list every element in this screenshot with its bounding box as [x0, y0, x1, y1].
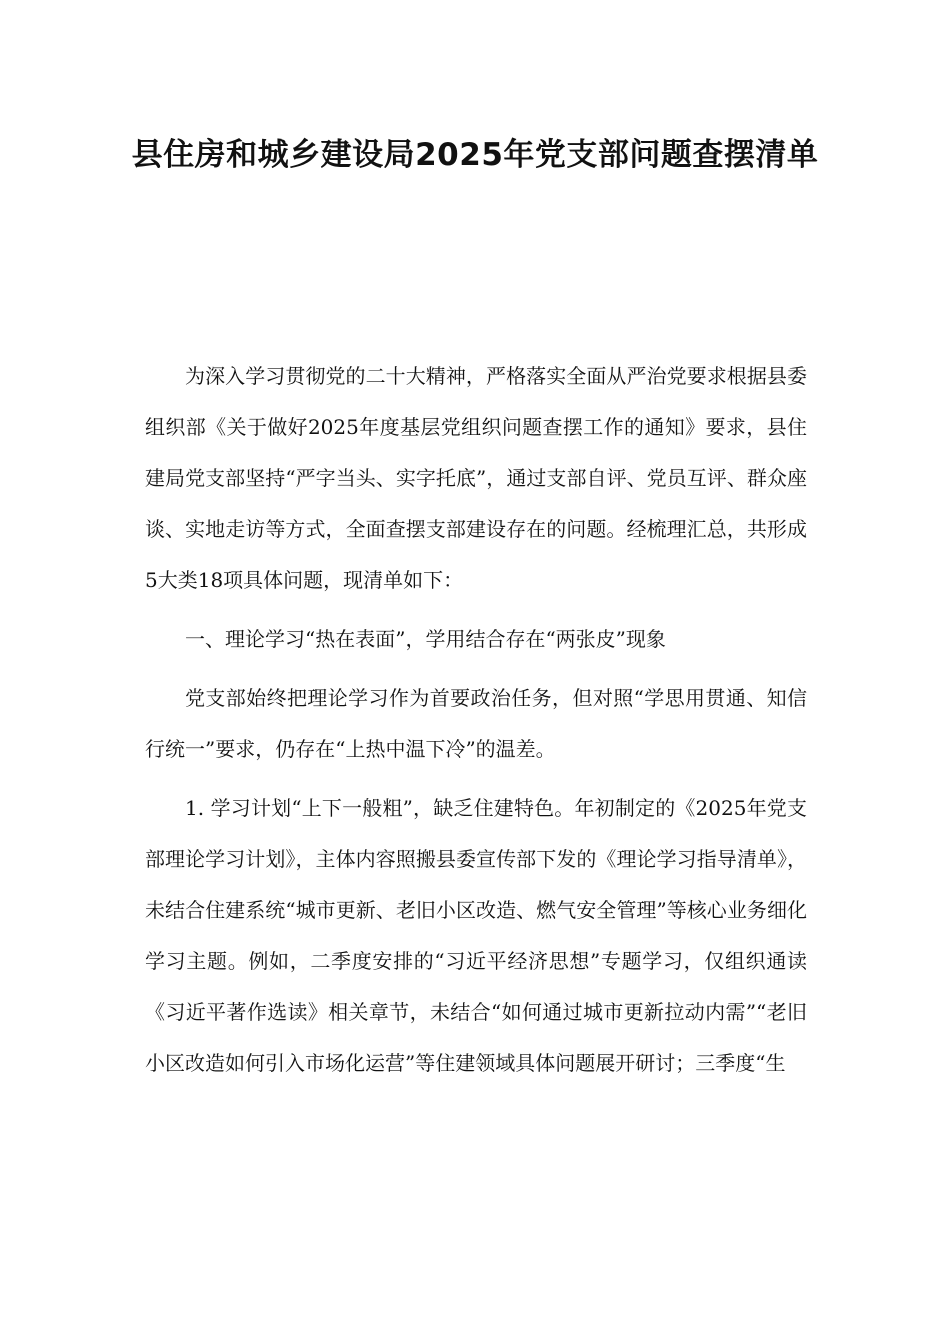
- document-title: 县住房和城乡建设局2025年党支部问题查摆清单: [131, 137, 819, 173]
- item-1-paragraph: 1. 学习计划“上下一般粗”，缺乏住建特色。年初制定的《2025年党支部理论学习计划》，主体内容照搬县委宣传部下发的《理论学习指导清单》，未结合住建系统“城市更新、老旧小区改造、燃气安全管理”等核心业务细化学习主题。例如，二季度安排的“习近平经济思想”专题学习，仅组织通读《习近平著作选读》相关章节，未结合“如何通过城市更新拉动内需”“老旧小区改造如何引入市场化运营”等住建领域具体问题展开研讨；三季度“生: [145, 796, 807, 1075]
- section-1-heading: 一、理论学习“热在表面”，学用结合存在“两张皮”现象: [185, 627, 666, 651]
- section-1-intro-paragraph: 党支部始终把理论学习作为首要政治任务，但对照“学思用贯通、知信行统一”要求，仍存在“上热中温下冷”的温差。: [145, 686, 807, 761]
- document-body: [145, 351, 807, 1089]
- intro-paragraph: 为深入学习贯彻党的二十大精神，严格落实全面从严治党要求根据县委组织部《关于做好2025年度基层党组织问题查摆工作的通知》要求，县住建局党支部坚持“严字当头、实字托底”，通过支部自评、党员互评、群众座谈、实地走访等方式，全面查摆支部建设存在的问题。经梳理汇总，共形成5大类18项具体问题，现清单如下：: [145, 364, 807, 592]
